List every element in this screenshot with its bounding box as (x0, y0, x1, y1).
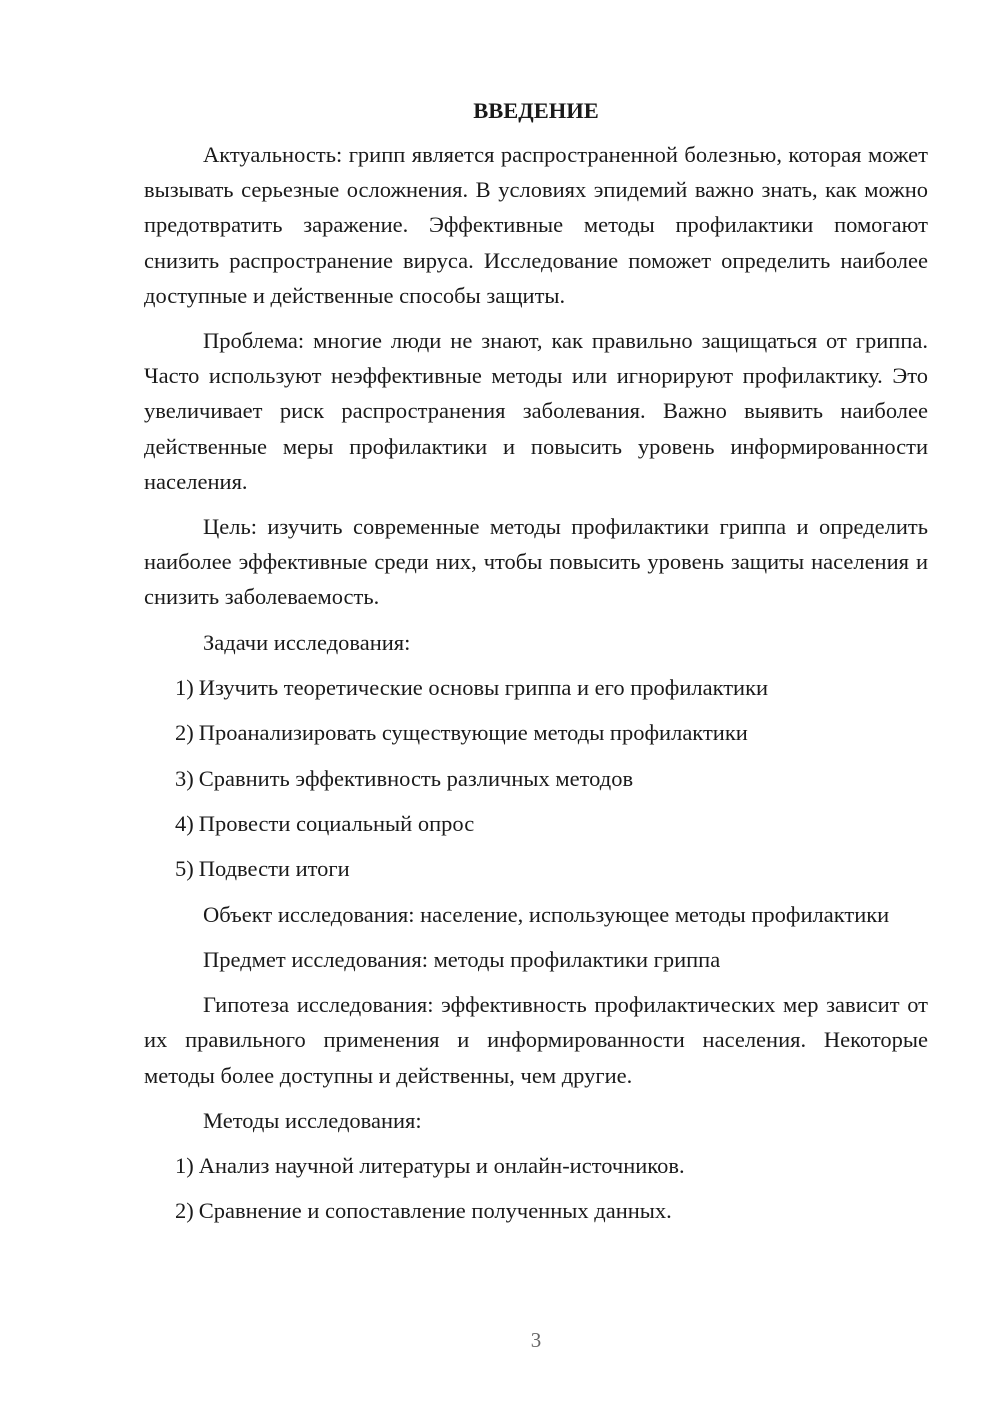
method-item (144, 1148, 928, 1183)
task-text: Проанализировать существующие методы профилактики (198, 720, 748, 746)
task-number: 3) (175, 765, 194, 791)
task-text: Провести социальный опрос (198, 811, 475, 837)
task-number: 4) (175, 811, 194, 837)
page-content (144, 94, 928, 1239)
task-item (144, 761, 928, 796)
relevance-paragraph: Актуальность: грипп является распространенной болезнью, которая может вызывать серьезные осложнения. В условиях эпидемий важно знать, как можно предотвратить заражение. Эффективные методы профилактики помогают снизить распространение вируса. Исследование поможет определить наиболее доступные и действенные способы защиты. (144, 142, 928, 308)
hypothesis-paragraph: Гипотеза исследования: эффективность профилактических мер зависит от их правильного применения и информированности населения. Некоторые методы более доступны и действенны, чем другие. (144, 992, 928, 1088)
task-item (144, 715, 928, 750)
section-title: ВВЕДЕНИЕ (473, 98, 599, 123)
method-text: Сравнение и сопоставление полученных данных. (198, 1198, 672, 1224)
task-text: Сравнить эффективность различных методов (198, 765, 634, 791)
task-item (144, 670, 928, 705)
task-number: 1) (175, 674, 194, 700)
task-item (144, 851, 928, 886)
goal-paragraph: Цель: изучить современные методы профилактики гриппа и определить наиболее эффективные среди них, чтобы повысить уровень защиты населения и снизить заболеваемость. (144, 514, 928, 610)
method-number: 2) (175, 1198, 194, 1224)
method-number: 1) (175, 1153, 194, 1179)
task-number: 2) (175, 720, 194, 746)
subject-paragraph: Предмет исследования: методы профилактики гриппа (203, 947, 721, 972)
task-number: 5) (175, 856, 194, 882)
tasks-list (144, 670, 928, 887)
method-item (144, 1193, 928, 1228)
methods-list (144, 1148, 928, 1229)
task-text: Подвести итоги (198, 856, 350, 882)
task-item (144, 806, 928, 841)
tasks-heading: Задачи исследования: (203, 629, 411, 655)
object-paragraph: Объект исследования: население, использующее методы профилактики (203, 901, 890, 927)
problem-paragraph: Проблема: многие люди не знают, как правильно защищаться от гриппа. Часто используют неэффективные методы или игнорируют профилактику. Это увеличивает риск распространения заболевания. Важно выявить наиболее действенные меры профилактики и повысить уровень информированности населения. (144, 328, 928, 494)
task-text: Изучить теоретические основы гриппа и его профилактики (198, 674, 769, 700)
method-text: Анализ научной литературы и онлайн-источников. (198, 1153, 685, 1179)
page-number: 3 (530, 1328, 542, 1352)
methods-heading: Методы исследования: (203, 1107, 422, 1133)
